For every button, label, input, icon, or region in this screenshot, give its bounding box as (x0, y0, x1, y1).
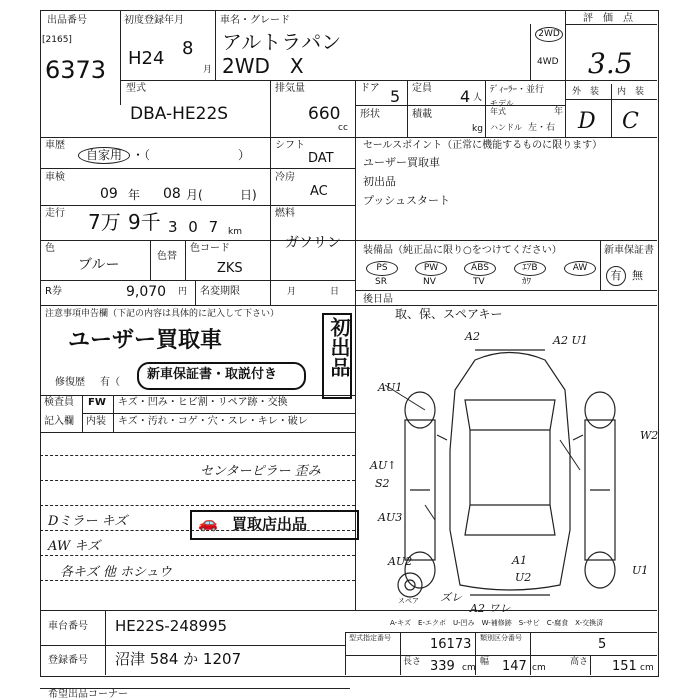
equip-aw: AW (564, 261, 596, 276)
capacity-label: 定員 (412, 83, 432, 94)
model: DBA-HE22S (130, 104, 229, 124)
category-label: 類別区分番号 (480, 634, 522, 642)
sales-points-label: セールスポイント（正常に機能するものに限ります） (363, 140, 603, 151)
color-label: 色 (45, 243, 55, 254)
chassis-code: 16173 (430, 637, 472, 652)
inspection-label: 車検 (45, 172, 65, 183)
color-change-label: 色替 (157, 251, 177, 262)
fw-label: FW (88, 397, 106, 408)
model-year-unit: 年 (554, 107, 564, 117)
width-label: 幅 (480, 657, 490, 667)
era-year: H24 (128, 48, 165, 69)
warranty-yes: 有 (606, 266, 626, 286)
mark-au3: AU3 (378, 511, 403, 524)
meigi-month: 月 (287, 287, 297, 297)
spare-label: スペア (398, 597, 419, 605)
yen-unit: 円 (178, 287, 188, 297)
drive-2wd: 2WD (535, 27, 563, 42)
car-icon: 🚗 (198, 513, 218, 532)
chassis-label: 車台番号 (48, 621, 88, 632)
category: 5 (598, 637, 607, 652)
mark-w2: W2 (640, 429, 659, 442)
sales-point-3: プッシュスタート (363, 194, 451, 207)
color-code-label: 色コード (190, 243, 230, 254)
recycle-amount: 9,070 (126, 284, 167, 300)
displacement: 660 (308, 104, 341, 124)
handle-label: ハンドル (490, 123, 522, 132)
wish-label: 希望出品コーナー (48, 689, 128, 700)
shift: DAT (308, 151, 334, 166)
mileage-digits: 3 0 7 (168, 218, 222, 236)
chassis-number: HE22S-248995 (115, 617, 228, 635)
load-label: 積載 (412, 109, 432, 120)
repair-value: 有（ (100, 377, 120, 388)
int-label: 内装 (86, 416, 106, 427)
capacity: 4 (460, 87, 471, 106)
width: 147 (502, 659, 527, 674)
mileage-man: 7万 (88, 210, 121, 234)
mark-au1: AU1 (378, 381, 403, 394)
inspection-year: 09 (100, 186, 118, 202)
first-listing-stamp: 初出品 (322, 313, 352, 399)
equip-leather: ｶﾜ (522, 277, 532, 287)
mark-u1: U1 (632, 564, 649, 577)
model-year-label: モデル年式 (490, 99, 514, 116)
lot-sub: [2165] (42, 35, 72, 45)
warranty-stamp: 新車保証書・取説付き (137, 362, 306, 390)
plate-label: 登録番号 (48, 655, 88, 666)
equip-airbag: ｴｱB (514, 261, 546, 276)
equipment-label: 装備品（純正品に限り○をつけてください） (363, 245, 562, 256)
score: 3.5 (588, 47, 633, 80)
shift-label: シフト (275, 140, 305, 151)
repair-label: 修復歴 (55, 377, 85, 388)
body-label: 形状 (360, 109, 380, 120)
fuel: ガソリン (285, 235, 341, 251)
mark-a2u1-top: A2 U1 (553, 334, 588, 347)
meigi-label: 名変期限 (200, 286, 240, 297)
doors: 5 (390, 87, 401, 106)
model-label: 型式 (126, 83, 146, 94)
cm-unit-3: cm (640, 663, 654, 673)
drive-4wd: 4WD (537, 57, 559, 67)
mark-s2: S2 (375, 477, 390, 490)
doors-label: ドア (360, 83, 380, 94)
usage-private: 自家用 (78, 147, 130, 164)
month-unit-2: 月( (186, 188, 203, 202)
chassis-code-label: 型式指定番号 (349, 634, 391, 642)
name-label: 車名・グレード (220, 15, 290, 26)
mark-a1: A1 (512, 554, 527, 567)
sales-point-1: ユーザー買取車 (363, 156, 440, 169)
reg-month: 8 (182, 38, 194, 59)
displacement-label: 排気量 (275, 83, 305, 94)
interior-label: 内 装 (617, 87, 645, 97)
height: 151 (612, 659, 637, 674)
car-diagram (365, 330, 655, 610)
height-label: 高さ (570, 657, 589, 667)
color-code: ZKS (217, 261, 243, 276)
mark-au2: AU2 (388, 555, 413, 568)
inspection-month: 08 (163, 186, 181, 202)
main-note: ユーザー買取車 (68, 328, 223, 353)
day-unit: 日) (240, 188, 257, 202)
hand-note-3: AW キズ (48, 539, 101, 554)
lot-label: 出品番号 (47, 15, 87, 26)
cm-unit-1: cm (462, 663, 476, 673)
equip-sr: SR (375, 277, 387, 287)
mark-a2-crack: A2 ワレ (470, 602, 511, 615)
meigi-day: 日 (330, 287, 340, 297)
mark-au-up: AU↑ (370, 459, 397, 472)
plate-number: 沼津 584 か 1207 (115, 650, 242, 668)
equip-abs: ABS (464, 261, 496, 276)
notes-label: 注意事項申告欄（下記の内容は具体的に記入して下さい） (45, 309, 280, 319)
displacement-unit: cc (338, 123, 348, 133)
mileage-label: 走行 (45, 208, 65, 219)
shop-stamp: 🚗 買取店出品 (190, 510, 359, 540)
sales-point-2: 初出品 (363, 175, 396, 188)
ac-label: 冷房 (275, 172, 295, 183)
mileage-sen: 9千 (128, 210, 161, 234)
hand-note-2: Dミラー キズ (48, 514, 128, 529)
warranty-label: 新車保証書 (604, 245, 654, 256)
int-items: キズ・汚れ・コゲ・穴・スレ・キレ・破レ (118, 416, 308, 427)
year-unit: 年 (128, 188, 141, 202)
hand-note-1: センターピラー 歪み (200, 464, 321, 479)
inspection-label-top: 検査員 (44, 397, 74, 408)
exterior-label: 外 装 (572, 87, 600, 97)
fuel-label: 燃料 (275, 208, 295, 219)
first-reg-label: 初度登録年月 (124, 15, 184, 26)
length-label: 長さ (403, 657, 422, 667)
dealer-label: ﾃﾞｨｰﾗｰ・並行 (490, 85, 545, 95)
fw-items: キズ・凹み・ヒビ割・リペア跡・交換 (118, 397, 288, 408)
spare-mark: ズレ (440, 591, 462, 604)
hand-note-4: 各キズ 他 ホシュウ (60, 565, 172, 580)
equip-nv: NV (423, 277, 436, 287)
accessories: 取、保、スペアキー (395, 307, 503, 321)
warranty-no: 無 (632, 269, 643, 282)
exterior-grade: D (578, 109, 596, 134)
km-unit: km (228, 227, 242, 237)
month-unit: 月 (203, 65, 213, 75)
accessories-label: 後日品 (363, 294, 393, 305)
usage-rest: ・（ (132, 148, 151, 162)
length: 339 (430, 659, 455, 674)
history-label: 車歴 (45, 140, 65, 151)
equip-tv: TV (473, 277, 485, 287)
color: ブルー (78, 257, 120, 273)
car-name: アルトラパン (222, 30, 342, 54)
equip-ps: PS (366, 261, 398, 276)
inspection-label-bottom: 記入欄 (44, 416, 74, 427)
mark-a2-top: A2 (465, 330, 480, 343)
interior-grade: C (622, 109, 639, 134)
damage-legend: A-キズ E-エクボ U-凹み W-補修跡 S-サビ C-腐食 X-交換済 (390, 619, 604, 627)
lot-number: 6373 (45, 56, 107, 84)
handle-options: 左・右 (528, 123, 556, 133)
rating-label: 評 価 点 (583, 13, 633, 24)
cm-unit-2: cm (532, 663, 546, 673)
usage-close: ） (238, 148, 251, 162)
ac: AC (310, 184, 328, 199)
load-unit: kg (472, 124, 483, 134)
equip-pw: PW (415, 261, 447, 276)
mark-u2: U2 (515, 571, 532, 584)
recycle-label: R券 (45, 286, 62, 297)
capacity-unit: 人 (473, 93, 483, 103)
car-grade: 2WD X (222, 54, 304, 78)
